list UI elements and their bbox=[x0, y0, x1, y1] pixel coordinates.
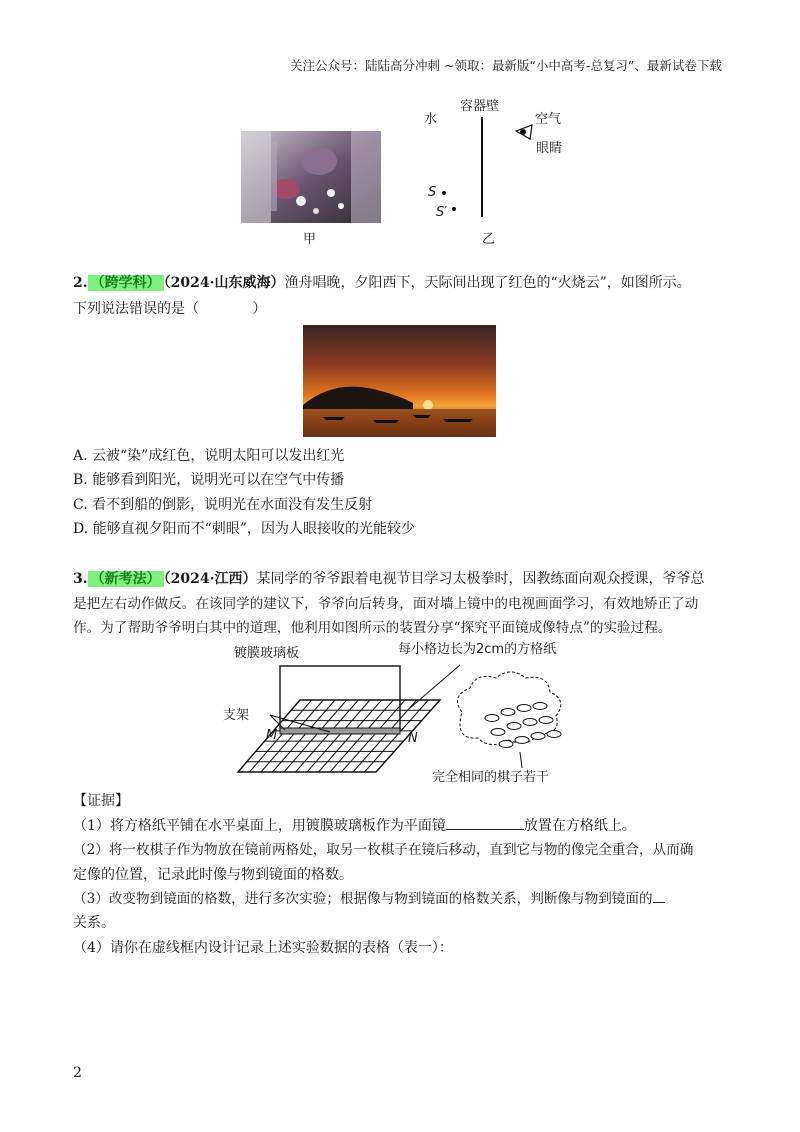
step-3b: 关系。 bbox=[73, 915, 115, 931]
label-stand: 支架 bbox=[223, 708, 250, 723]
step-3a: （3）改变物到镜面的格数，进行多次实验；根据像与物到镜面的格数关系，判断像与物到镜面的 bbox=[73, 891, 653, 907]
q2-stem: 渔舟唱晚，夕阳西下，天际间出现了红色的“火烧云”，如图所示。 bbox=[284, 275, 691, 291]
q2-stem-line2: 下列说法错误的是（ ） bbox=[73, 301, 267, 317]
label-air: 空气 bbox=[535, 112, 562, 127]
diagram-mirror-experiment bbox=[230, 640, 590, 785]
step-2a: （2）将一枚棋子作为物放在镜前两格处，取另一枚棋子在镜后移动，直到它与物的像完全重合，从而确 bbox=[73, 842, 694, 858]
label-eye: 眼睛 bbox=[536, 141, 563, 156]
label-m: M bbox=[266, 728, 278, 743]
evidence-title: 【证据】 bbox=[73, 793, 129, 809]
answer-blank-2[interactable] bbox=[653, 888, 665, 903]
q3-number: 3. bbox=[73, 571, 88, 587]
step-1b: 放置在方格纸上。 bbox=[523, 818, 636, 834]
q2-number: 2. bbox=[73, 275, 88, 291]
q3-source: （2024·江西） bbox=[163, 571, 257, 587]
label-jia: 甲 bbox=[303, 232, 317, 247]
label-s: S bbox=[428, 185, 437, 200]
q2-tag: （跨学科） bbox=[88, 275, 164, 291]
label-wall: 容器壁 bbox=[460, 99, 500, 114]
label-glass-plate: 镀膜玻璃板 bbox=[234, 646, 300, 661]
page-header: 关注公众号：陆陆高分冲刺 ~领取：最新版“小中高考-总复习”、最新试卷下载 bbox=[290, 58, 722, 73]
q2-line1 bbox=[73, 270, 691, 296]
q3-stem3: 作。为了帮助爷爷明白其中的道理，他利用如图所示的装置分享“探究平面镜成像特点”的实验过程。 bbox=[73, 620, 672, 636]
q2-option-b: B. 能够看到阳光，说明光可以在空气中传播 bbox=[73, 472, 345, 488]
label-yi: 乙 bbox=[482, 232, 496, 247]
q2-option-d: D. 能够直视夕阳而不“刺眼”，因为人眼接收的光能较少 bbox=[73, 521, 415, 537]
step-3 bbox=[73, 886, 665, 912]
answer-blank-1[interactable] bbox=[446, 815, 524, 830]
label-water: 水 bbox=[424, 112, 438, 127]
label-s-prime: S′ bbox=[436, 205, 448, 220]
q3-stem1: 某同学的爷爷跟着电视节目学习太极拳时，因教练面向观众授课，爷爷总 bbox=[256, 571, 705, 587]
label-chess-pieces: 完全相同的棋子若干 bbox=[432, 770, 550, 785]
q2-source: （2024·山东威海） bbox=[163, 275, 285, 291]
q2-option-c: C. 看不到船的倒影，说明光在水面没有发生反射 bbox=[73, 497, 373, 513]
q3-stem2: 是把左右动作做反。在该同学的建议下，爷爷向后转身，面对墙上镜中的电视画面学习，有效地矫正了动 bbox=[73, 596, 699, 612]
photo-container-fish bbox=[241, 131, 381, 223]
page-number: 2 bbox=[73, 1065, 82, 1081]
q3-tag: （新考法） bbox=[88, 571, 164, 587]
q3-line1 bbox=[73, 566, 704, 592]
photo-sunset-boats bbox=[303, 325, 496, 437]
label-n: N bbox=[408, 731, 418, 746]
step-4: （4）请你在虚线框内设计记录上述实验数据的表格（表一）： bbox=[73, 940, 453, 956]
step-1a: （1）将方格纸平铺在水平桌面上，用镀膜玻璃板作为平面镜 bbox=[73, 818, 446, 834]
step-2b: 定像的位置，记录此时像与物到镜面的格数。 bbox=[73, 867, 353, 883]
q2-option-a: A. 云被“染”成红色，说明太阳可以发出红光 bbox=[73, 448, 345, 464]
eye-icon bbox=[516, 125, 532, 139]
step-1 bbox=[73, 813, 636, 839]
label-grid-paper: 每小格边长为2cm的方格纸 bbox=[398, 642, 557, 657]
